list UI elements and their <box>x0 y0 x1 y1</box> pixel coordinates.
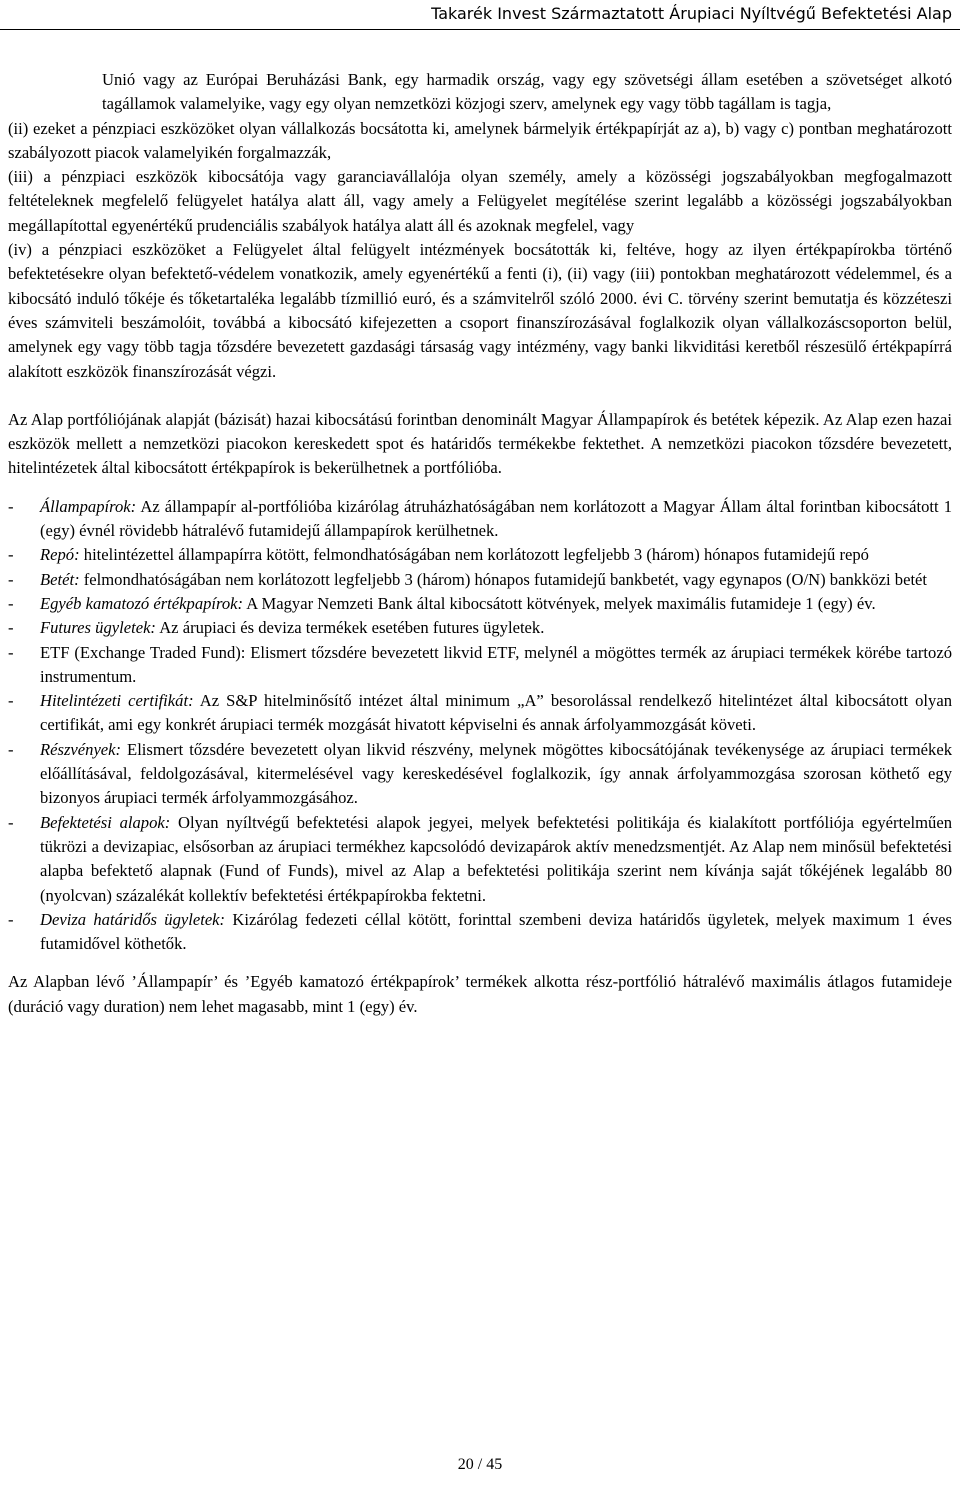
list-item <box>8 568 952 592</box>
dash-bullet: - <box>8 569 14 589</box>
list-item <box>8 689 952 738</box>
list-item <box>8 811 952 908</box>
list-item <box>8 495 952 544</box>
dash-bullet: - <box>8 593 14 613</box>
list-text: Az állampapír al-portfólióba kizárólag átruházhatóságában nem korlátozott a Magyar Állam által forintban kibocsátott 1 (egy) évnél rövidebb hátralévő futamidejű állampapírok kerülhetnek. <box>40 496 952 541</box>
list-item <box>8 641 952 690</box>
list-term: Deviza határidős ügyletek: <box>40 909 226 929</box>
list-text: ETF (Exchange Traded Fund): Elismert tőzsdére bevezetett likvid ETF, melynél a mögöttes termék az árupiaci termékek körébe tartozó instrumentum. <box>40 642 952 686</box>
dash-bullet: - <box>8 618 14 638</box>
subpoint-iii: (iii) a pénzpiaci eszközök kibocsátója vagy garanciavállalója olyan személy, amely a közösségi jogszabályokban megfogalmazott feltételeknek megfelelő felügyelet hatálya alatt áll, vagy amely a Felügyelet megítélése szerint legalább a közösségi jogszabályokban megállapítottal egyenértékű prudenciális szabályok hatálya alatt áll és azoknak megfelel, vagy <box>8 167 952 235</box>
subpoint-iv: (iv) a pénzpiaci eszközöket a Felügyelet által felügyelt intézmények bocsátották ki, feltéve, hogy az ilyen értékpapírokba történő befektetésekre olyan befektető-védelem vonatkozik, amely egyenértékű a fenti (i), (ii) vagy (iii) pontokban meghatározott védelemmel, és a kibocsátó induló tőkéje és tőketartaléka legalább tízmillió euró, és a számvitelről szóló 2000. évi C. törvény szerint bemutatja és közzéteszi éves számviteli beszámolóit, továbbá a kibocsátó kifejezetten a csoport finanszírozásával foglalkozik olyan vállalkozáscsoporton belül, amelynek egy vagy több tagja tőzsdére bevezetett gazdasági társaság vagy intézmény, vagy banki likviditási keretből részesülő értékpapírrá alakított eszközök finanszírozását végzi. <box>8 240 952 381</box>
list-text: Az S&P hitelminősítő intézet által minimum „A” besorolással rendelkező hitelintézet által kibocsátott olyan certifikát, ami egy konkrét árupiaci termék mozgását hivatott képviselni és annak árfolyammozgását követi. <box>40 691 952 735</box>
page-header <box>0 0 960 32</box>
list-term: Hitelintézeti certifikát: <box>40 691 194 711</box>
dash-bullet: - <box>8 642 14 662</box>
list-term: Betét: <box>40 569 80 589</box>
dash-bullet: - <box>8 909 14 929</box>
list-item <box>8 908 952 957</box>
document-body <box>8 68 952 1019</box>
document-title: Takarék Invest Származtatott Árupiaci Nyíltvégű Befektetési Alap <box>431 4 952 23</box>
dash-bullet: - <box>8 496 14 516</box>
dash-bullet: - <box>8 691 14 711</box>
list-text: Olyan nyíltvégű befektetési alapok jegyei, melyek befektetési politikája és kialakított portfóliója egyértelműen tükrözi a devizapiac, elsősorban az árupiaci termékhez kapcsolódó devizapárok aktív menedzsmentjét. Az Alap nem minősül befektetési alapba befektető alapnak (Fund of Funds), mivel az Alap a befektetési politikája szerint nem kívánja saját tőkéjének legalább 80 (nyolcvan) százalékát kollektív befektetési értékpapírokba fektetni. <box>40 812 953 905</box>
dash-bullet: - <box>8 739 14 759</box>
list-item <box>8 543 952 567</box>
list-term: Egyéb kamatozó értékpapírok: <box>40 593 244 613</box>
list-item <box>8 592 952 616</box>
list-item <box>8 616 952 640</box>
list-text: A Magyar Nemzeti Bank által kibocsátott kötvények, melyek maximális futamideje 1 (egy) év. <box>243 593 876 613</box>
list-term: Állampapírok: <box>40 496 137 516</box>
asset-list <box>8 495 952 957</box>
dash-bullet: - <box>8 812 14 832</box>
list-item <box>8 738 952 811</box>
list-text: hitelintézettel állampapírra kötött, felmondhatóságában nem korlátozott legfeljebb 3 (három) hónapos futamidejű repó <box>79 545 869 565</box>
header-rule <box>0 29 960 30</box>
list-text: Az árupiaci és deviza termékek esetében futures ügyletek. <box>155 618 545 638</box>
list-text: Kizárólag fedezeti céllal kötött, forinttal szembeni deviza határidős ügyletek, melyek maximum 1 éves futamidővel köthetők. <box>40 909 952 954</box>
list-text: felmondhatóságában nem korlátozott legfeljebb 3 (három) hónapos futamidejű bankbetét, vagy egynapos (O/N) bankközi betét <box>79 569 928 589</box>
dash-bullet: - <box>8 545 14 565</box>
list-term: Repó: <box>40 545 80 565</box>
intro-paragraph: Unió vagy az Európai Beruházási Bank, egy harmadik ország, vagy egy szövetségi állam esetében a szövetséget alkotó tagállamok valamelyike, vagy egy olyan nemzetközi közjogi szerv, amelynek egy vagy több tagállam is tagja, <box>102 70 952 114</box>
list-text: Elismert tőzsdére bevezetett olyan likvid részvény, melynek mögöttes kibocsátójának tevékenysége az árupiaci termékek előállításával, feldolgozásával, kitermelésével vagy kereskedésével foglalkozik, így annak árfolyammozgása szorosan köthető egy bizonyos árupiaci termék árfolyammozgásához. <box>40 739 952 808</box>
page-number: 20 / 45 <box>457 1456 503 1473</box>
list-term: Futures ügyletek: <box>40 618 156 638</box>
duration-paragraph: Az Alapban lévő ’Állampapír’ és ’Egyéb kamatozó értékpapírok’ termékek alkotta rész-portfólió hátralévő maximális átlagos futamideje (duráció vagy duration) nem lehet magasabb, mint 1 (egy) év. <box>8 972 952 1016</box>
subpoint-ii: (ii) ezeket a pénzpiaci eszközöket olyan vállalkozás bocsátotta ki, amelynek bármelyik értékpapírját az a), b) vagy c) pontban meghatározott szabályozott piacok valamelyikén forgalmazzák, <box>8 118 952 162</box>
list-term: Befektetési alapok: <box>40 812 171 832</box>
portfolio-paragraph: Az Alap portfóliójának alapját (bázisát) hazai kibocsátású forintban denominált Magyar Állampapírok és betétek képezik. Az Alap ezen hazai eszközök mellett a nemzetközi piacokon kereskedett spot és határidős termékekbe fektethet. A nemzetközi piacokon tőzsdére bevezetett, hitelintézetek által kibocsátott értékpapírok is bekerülhetnek a portfólióba. <box>8 409 952 478</box>
list-term: Részvények: <box>40 739 122 759</box>
